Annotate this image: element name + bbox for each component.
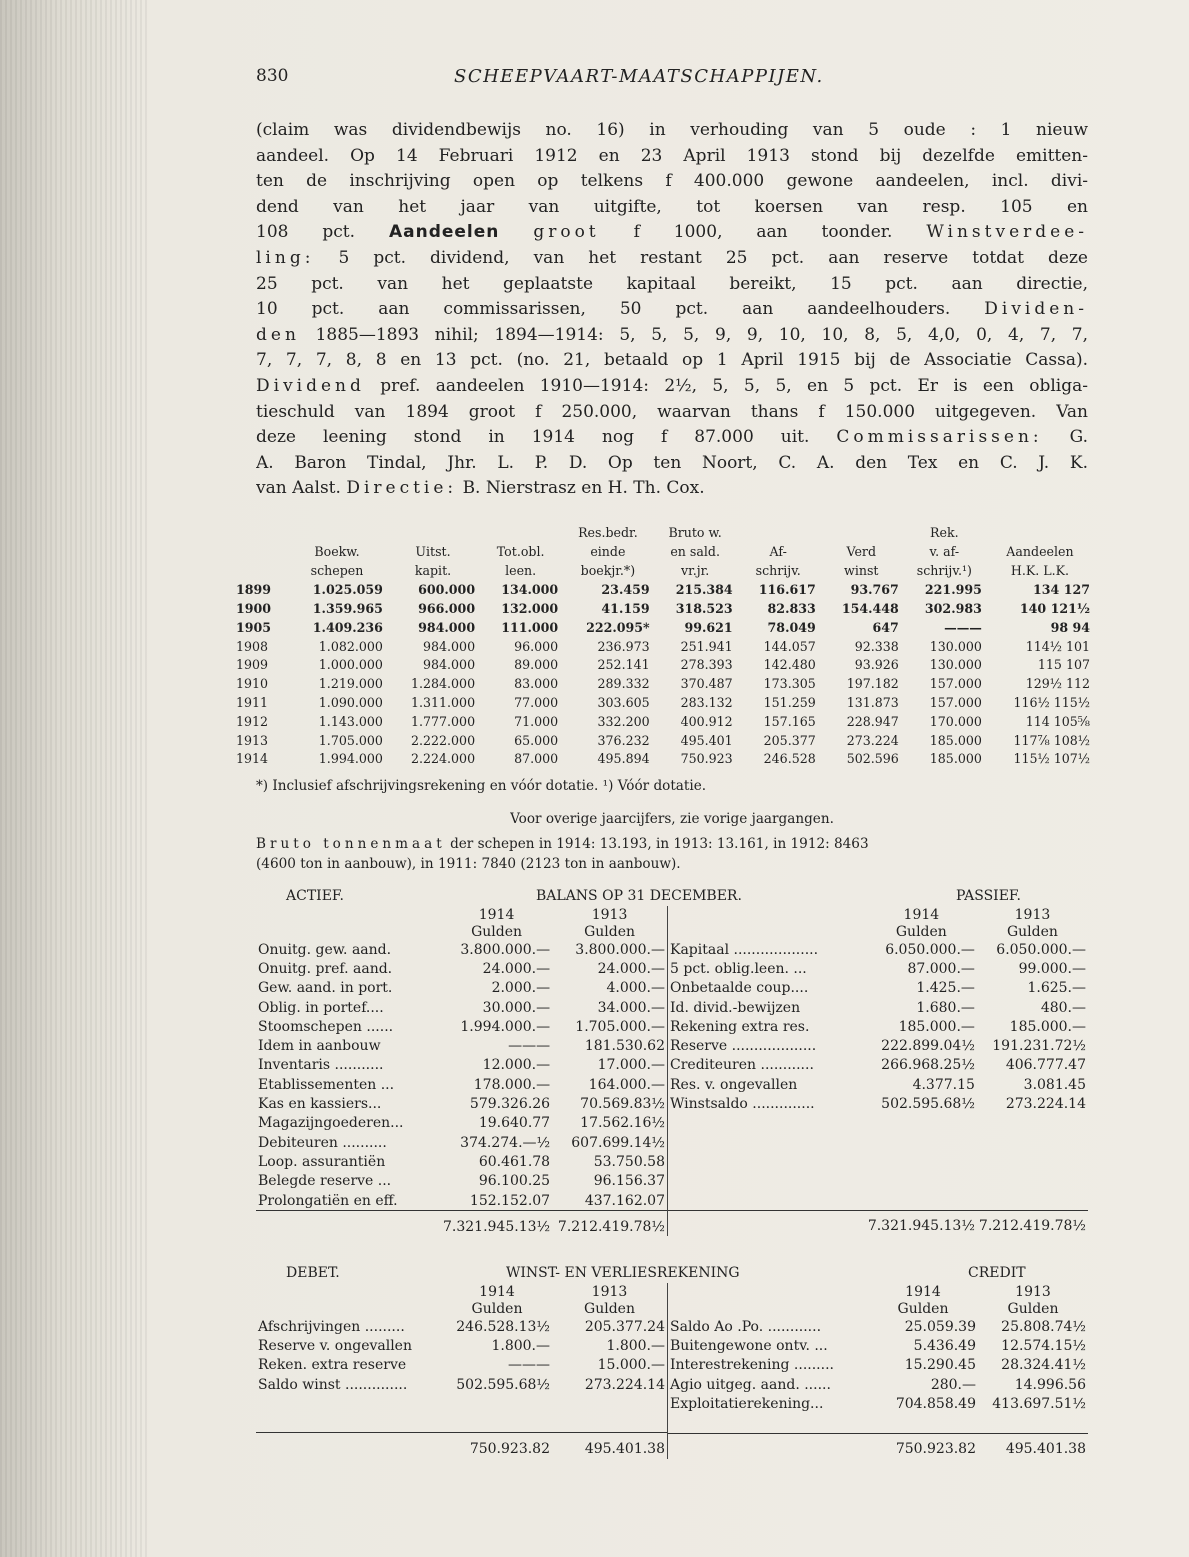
credit-row-amount: 28.324.41½ xyxy=(1001,1357,1086,1374)
stats-cell: 502.596 xyxy=(846,751,899,767)
liability-row-amount: 1.625.— xyxy=(1027,980,1086,997)
asset-row xyxy=(256,1056,667,1075)
liability-row-amount: 480.— xyxy=(1040,999,1086,1016)
stats-cell: 93.767 xyxy=(850,582,899,598)
stats-row xyxy=(232,637,1094,656)
stats-cell: 142.480 xyxy=(763,657,816,673)
debet-row xyxy=(256,1356,667,1375)
liability-row-amount: 99.000.— xyxy=(1018,960,1086,977)
balans-right-title: PASSIEF. xyxy=(956,888,1021,904)
liability-row-amount: 185.000.— xyxy=(898,1018,975,1035)
tonnage-note: Bruto tonnenmaat der schepen in 1914: 13.193, in 1913: 13.161, in 1912: 8463 (4600 ton in aanbouw), in 1911: 7840 (2123 ton in aanbouw). xyxy=(256,836,869,872)
stats-cell: 1.143.000 xyxy=(318,713,383,729)
page-header xyxy=(256,66,1088,92)
heading-aandeelen: Aandeelen xyxy=(388,222,500,243)
stats-cell: 93.926 xyxy=(854,657,899,673)
debet-row-amount: 246.528.13½ xyxy=(456,1318,550,1335)
stats-cell: 647 xyxy=(872,619,899,635)
asset-row-amount: 178.000.— xyxy=(473,1076,551,1093)
stats-cell: 115 107 xyxy=(1037,657,1090,673)
liability-row xyxy=(668,1036,1088,1055)
liability-row-amount: 222.899.04½ xyxy=(881,1038,975,1055)
heading-dividend-pref: Dividend xyxy=(256,375,365,396)
stats-row xyxy=(232,750,1094,769)
text-line: ten de inschrijving open op telkens f 400.000 gewone aandeelen, incl. divi- xyxy=(256,171,1088,192)
credit-row-amount: 25.808.74½ xyxy=(1001,1318,1086,1335)
asset-row-label: Gew. aand. in port. xyxy=(258,980,393,997)
liability-row-amount: 273.224.14 xyxy=(1005,1096,1086,1113)
asset-row xyxy=(256,1152,667,1171)
stats-cell: 157.000 xyxy=(929,676,982,692)
text-line: ling: 5 pct. dividend, van het restant 25 pct. aan reserve totdat deze xyxy=(256,247,1088,268)
liability-row xyxy=(668,1075,1088,1094)
asset-row-amount: 2.000.— xyxy=(491,980,551,997)
stats-header-row-2: Boekw. Uitst. Tot.obl. einde en sald. Af- Verd v. af- Aandeelen xyxy=(314,544,1074,560)
asset-row-amount: 3.800.000.— xyxy=(460,941,551,958)
text-line: den 1885—1893 nihil; 1894—1914: 5, 5, 5, 9, 9, 10, 10, 8, 5, 4,0, 0, 4, 7, 7, xyxy=(256,324,1088,345)
stats-cell: 131.873 xyxy=(846,695,899,711)
profit-loss-account xyxy=(256,1265,1088,1459)
credit-row xyxy=(668,1356,1088,1375)
credit-table: 1914 1913 Gulden Gulden Saldo Ao .Po. ............ 25.059.39 25.808.74½ Buitengewone ontv. ... 5.436.49 12.574.15½ Interestrekening ......... 15.290.45 28.324.41½ Agio uitgeg. aand. ...... 280.— 14.996.56 Exploitatierekening... 704.858.49 413.697.51½ 750.923.82 495.401.38 xyxy=(670,1283,1086,1458)
heading-directie: Directie: xyxy=(346,478,458,499)
stats-cell: 98 94 xyxy=(1050,619,1090,635)
text-line: 25 pct. van het geplaatste kapitaal bereikt, 15 pct. aan directie, xyxy=(256,273,1088,294)
stats-cell: 283.132 xyxy=(680,695,733,711)
balance-sheet xyxy=(256,888,1088,1236)
credit-row-amount: 413.697.51½ xyxy=(992,1395,1086,1412)
stats-cell: 114 105⅝ xyxy=(1025,713,1090,729)
page-number: 830 xyxy=(256,66,289,86)
stats-header-row-1: Res.bedr. Bruto w. Rek. xyxy=(578,525,959,541)
stats-row xyxy=(232,599,1094,618)
spacer-row xyxy=(256,1394,667,1433)
asset-row-label: Kas en kassiers... xyxy=(258,1096,382,1113)
yearly-statistics-table xyxy=(232,524,1094,768)
stats-cell: 115½ 107½ xyxy=(1013,751,1090,767)
asset-row xyxy=(256,998,667,1017)
stats-cell: 400.912 xyxy=(680,713,733,729)
stats-cell: 1.409.236 xyxy=(312,619,383,635)
asset-row-amount: 17.562.16½ xyxy=(580,1115,665,1132)
stats-row xyxy=(232,580,1094,599)
asset-row-amount: 30.000.— xyxy=(482,999,551,1016)
stats-cell: 144.057 xyxy=(763,638,816,654)
asset-row xyxy=(256,1075,667,1094)
text-line: 10 pct. aan commissarissen, 50 pct. aan aandeelhouders. Dividen- xyxy=(256,299,1088,320)
text-line: A. Baron Tindal, Jhr. L. P. D. Op ten Noort, C. A. den Tex en C. J. K. xyxy=(256,452,1088,473)
stats-cell: 1.994.000 xyxy=(318,751,383,767)
asset-row-amount: 1.705.000.— xyxy=(575,1018,665,1035)
stats-cell: 246.528 xyxy=(763,751,816,767)
text-line: dend van het jaar van uitgifte, tot koersen van resp. 105 en xyxy=(256,196,1088,217)
balans-left-title: ACTIEF. xyxy=(286,888,344,904)
credit-row-label: Saldo Ao .Po. ............ xyxy=(670,1318,822,1335)
heading-winstverdeeling: Winstverdee- xyxy=(926,222,1088,243)
debet-row-label: Reserve v. ongevallen xyxy=(258,1337,412,1354)
text-line: van Aalst. Directie: B. Nierstrasz en H. Th. Cox. xyxy=(256,478,705,499)
asset-row-label: Loop. assurantiën xyxy=(258,1153,386,1170)
asset-row-amount: 70.569.83½ xyxy=(580,1096,665,1113)
liabilities-total-row: 7.321.945.13½ 7.212.419.78½ xyxy=(668,1210,1088,1236)
winst-title: WINST- EN VERLIESREKENING xyxy=(506,1265,740,1281)
stats-cell: 750.923 xyxy=(680,751,733,767)
stats-cell: 370.487 xyxy=(680,676,733,692)
credit-row xyxy=(668,1394,1088,1413)
asset-row-label: Oblig. in portef.... xyxy=(258,999,384,1016)
liability-row-label: Rekening extra res. xyxy=(670,1018,810,1035)
debet-row-amount: 1.800.— xyxy=(606,1337,665,1354)
credit-row xyxy=(668,1336,1088,1355)
liability-row xyxy=(668,940,1088,959)
liability-row xyxy=(668,1017,1088,1036)
stats-cell: 302.983 xyxy=(924,601,982,617)
spacer-row xyxy=(668,1114,1088,1211)
liability-row-label: Winstsaldo .............. xyxy=(670,1096,815,1113)
asset-row xyxy=(256,1191,667,1211)
asset-row xyxy=(256,1114,667,1133)
stats-cell: 134.000 xyxy=(501,582,559,598)
stats-cell: 1.000.000 xyxy=(318,657,383,673)
stats-cell: 83.000 xyxy=(514,676,559,692)
asset-row xyxy=(256,959,667,978)
liability-row-amount: 6.050.000.— xyxy=(885,941,975,958)
liabilities-table: 1914 1913 Gulden Gulden Kapitaal ................... 6.050.000.— 6.050.000.— 5 pct. oblig.leen. ... 87.000.— 99.000.— Onbetaalde coup.... 1.425.— 1.625.— Id. divid.-bewijzen 1.680.— 480.— Rekening extra res. 185.000.— 185.000.— Reserve ................... 222.899.04½ 191.231.72½ Crediteuren ............ 266.968.25½ 406.777.47 Res. v. ongevallen 4.377.15 3.081.45 Winstsaldo .............. 502.595.68½ 273.224.14 7.321.945.13½ 7.212.419.78½ xyxy=(670,906,1086,1235)
asset-row xyxy=(256,1094,667,1113)
asset-row xyxy=(256,1017,667,1036)
stats-cell: 117⅞ 108½ xyxy=(1013,732,1090,748)
text-line: (claim was dividendbewijs no. 16) in verhouding van 5 oude : 1 nieuw xyxy=(256,120,1088,140)
liability-row-amount: 6.050.000.— xyxy=(996,941,1086,958)
liability-row-amount: 502.595.68½ xyxy=(881,1096,975,1113)
asset-row-label: Debiteuren .......... xyxy=(258,1134,387,1151)
winst-right-title: CREDIT xyxy=(968,1265,1026,1281)
spacer-row xyxy=(668,1413,1088,1433)
stats-cell: 1.777.000 xyxy=(410,713,476,729)
stats-year: 1913 xyxy=(236,732,269,748)
credit-row-amount: 12.574.15½ xyxy=(1001,1337,1086,1354)
assets-total-row: 7.321.945.13½ 7.212.419.78½ xyxy=(256,1211,667,1237)
asset-row-amount: 19.640.77 xyxy=(478,1115,551,1132)
stats-cell: 87.000 xyxy=(514,751,559,767)
asset-row-label: Prolongatiën en eff. xyxy=(258,1192,398,1209)
asset-row-label: Belegde reserve ... xyxy=(258,1173,392,1190)
text-line: 108 pct. Aandeelen groot f 1000, aan toonder. Winstverdee- xyxy=(256,222,1088,243)
stats-cell: 71.000 xyxy=(514,713,559,729)
stats-year: 1909 xyxy=(236,657,269,673)
stats-cell: 78.049 xyxy=(767,619,816,635)
stats-cell: 82.833 xyxy=(767,601,816,617)
stats-cell: 116½ 115½ xyxy=(1013,695,1090,711)
debet-row-amount: 15.000.— xyxy=(597,1357,665,1374)
asset-row-label: Onuitg. pref. aand. xyxy=(258,960,393,977)
stats-cell: 1.705.000 xyxy=(318,732,383,748)
text-line: aandeel. Op 14 Februari 1912 en 23 April 1913 stond bij dezelfde emitten- xyxy=(256,145,1088,166)
liability-row-amount: 185.000.— xyxy=(1009,1018,1086,1035)
stats-cell: 41.159 xyxy=(601,601,650,617)
stats-cell: 157.165 xyxy=(763,713,816,729)
stats-cell: 332.200 xyxy=(597,713,650,729)
stats-cell: 495.401 xyxy=(680,732,733,748)
company-description xyxy=(256,118,1088,502)
debet-row-amount: 273.224.14 xyxy=(584,1376,665,1393)
stats-cell: 154.448 xyxy=(841,601,899,617)
stats-cell: 151.259 xyxy=(763,695,816,711)
liability-row-label: Res. v. ongevallen xyxy=(670,1076,798,1093)
stats-row xyxy=(232,656,1094,675)
stats-cell: 1.090.000 xyxy=(318,695,383,711)
stats-cell: 376.232 xyxy=(597,732,650,748)
stats-cell: 984.000 xyxy=(423,657,476,673)
asset-row-amount: 579.326.26 xyxy=(469,1096,551,1113)
stats-footnote: *) Inclusief afschrijvingsrekening en vóór dotatie. ¹) Vóór dotatie. xyxy=(256,778,707,794)
stats-header-row-3: schepen kapit. leen. boekjr.*) vr.jr. schrijv. winst schrijv.¹) H.K. L.K. xyxy=(310,562,1070,578)
liability-row-amount: 266.968.25½ xyxy=(881,1057,975,1074)
stats-cell: 318.523 xyxy=(675,601,733,617)
stats-year: 1905 xyxy=(236,619,272,635)
stats-cell: 170.000 xyxy=(929,713,982,729)
credit-total-row: 750.923.82 495.401.38 xyxy=(668,1433,1088,1459)
debet-row-label: Afschrijvingen ......... xyxy=(258,1318,405,1335)
asset-row xyxy=(256,1036,667,1055)
credit-row-amount: 280.— xyxy=(930,1376,976,1393)
asset-row-amount: 96.156.37 xyxy=(593,1173,665,1190)
stats-cell: 2.224.000 xyxy=(410,751,476,767)
asset-row xyxy=(256,1172,667,1191)
book-binding-edge xyxy=(0,0,150,1557)
asset-row xyxy=(256,1133,667,1152)
assets-table: 1914 1913 Gulden Gulden Onuitg. gew. aand. 3.800.000.— 3.800.000.— Onuitg. pref. aand. 24.000.— 24.000.— Gew. aand. in port. 2.000.— 4.000.— Oblig. in portef.... 30.000.— 34.000.— Stoomschepen ...... 1.994.000.— 1.705.000.— Idem in aanbouw ——— 181.530.62 Inventaris ........... 12.000.— 17.000.— Etablissementen ... 178.000.— 164.000.— Kas en kassiers... 579.326.26 70.569.83½ Magazijngoederen... 19.640.77 17.562.16½ Debiteuren .......... 374.274.—½ 607.699.14½ Loop. assurantiën 60.461.78 53.750.58 Belegde reserve ... 96.100.25 96.156.37 Prolongatiën en eff. 152.152.07 437.162.07 7.321.945.13½ 7.212.419.78½ xyxy=(258,906,665,1235)
stats-row xyxy=(232,693,1094,712)
stats-year: 1899 xyxy=(236,582,272,598)
stats-year: 1911 xyxy=(236,695,269,711)
stats-cell: 134 127 xyxy=(1033,582,1090,598)
liability-row-amount: 4.377.15 xyxy=(912,1076,975,1093)
asset-row-amount: 34.000.— xyxy=(597,999,665,1016)
debet-row xyxy=(256,1317,667,1336)
debet-row-amount: 502.595.68½ xyxy=(456,1376,550,1393)
stats-year: 1908 xyxy=(236,638,269,654)
stats-cell: 116.617 xyxy=(758,582,816,598)
stats-cell: ——— xyxy=(944,619,982,635)
debet-row xyxy=(256,1375,667,1394)
liability-row-amount: 3.081.45 xyxy=(1023,1076,1086,1093)
asset-row-label: Idem in aanbouw xyxy=(258,1038,381,1055)
asset-row-amount: 96.100.25 xyxy=(478,1173,551,1190)
stats-year: 1910 xyxy=(236,676,269,692)
asset-row-amount: 17.000.— xyxy=(597,1057,665,1074)
stats-cell: 222.095* xyxy=(586,619,650,635)
stats-row xyxy=(232,731,1094,750)
stats-cell: 1.311.000 xyxy=(410,695,476,711)
stats-cell: 99.621 xyxy=(684,619,733,635)
stats-cell: 600.000 xyxy=(418,582,476,598)
stats-cell: 1.284.000 xyxy=(410,676,476,692)
winst-left-title: DEBET. xyxy=(286,1265,340,1281)
stats-cell: 197.182 xyxy=(846,676,899,692)
stats-cell: 273.224 xyxy=(846,732,899,748)
asset-row-amount: 1.994.000.— xyxy=(460,1018,551,1035)
text-line: deze leening stond in 1914 nog f 87.000 uit. Commissarissen: G. xyxy=(256,427,1088,448)
liability-row-amount: 87.000.— xyxy=(907,960,975,977)
debet-row-amount: 1.800.— xyxy=(491,1337,550,1354)
liability-row-label: Id. divid.-bewijzen xyxy=(670,999,801,1016)
liability-row-amount: 1.425.— xyxy=(916,980,975,997)
debet-row-label: Reken. extra reserve xyxy=(258,1357,407,1374)
stats-row xyxy=(232,674,1094,693)
debet-row xyxy=(256,1336,667,1355)
credit-row xyxy=(668,1375,1088,1394)
debet-row-amount: 205.377.24 xyxy=(584,1318,665,1335)
stats-cell: 173.305 xyxy=(763,676,816,692)
debet-row-label: Saldo winst .............. xyxy=(258,1376,408,1393)
stats-cell: 205.377 xyxy=(763,732,816,748)
asset-row-amount: 53.750.58 xyxy=(593,1153,665,1170)
stats-cell: 111.000 xyxy=(501,619,559,635)
stats-cell: 23.459 xyxy=(601,582,650,598)
credit-row-label: Buitengewone ontv. ... xyxy=(670,1337,828,1354)
asset-row-amount: 24.000.— xyxy=(597,960,665,977)
stats-cell: 185.000 xyxy=(929,732,982,748)
stats-row xyxy=(232,712,1094,731)
asset-row xyxy=(256,940,667,959)
stats-cell: 132.000 xyxy=(501,601,559,617)
stats-cell: 221.995 xyxy=(924,582,982,598)
liability-row-label: Onbetaalde coup.... xyxy=(670,980,809,997)
stats-cell: 251.941 xyxy=(680,638,733,654)
balans-title: BALANS OP 31 DECEMBER. xyxy=(536,888,742,904)
liability-row-amount: 1.680.— xyxy=(916,999,975,1016)
asset-row-label: Magazijngoederen... xyxy=(258,1115,404,1132)
heading-commissarissen: Commissarissen: xyxy=(836,427,1043,448)
liability-row xyxy=(668,1094,1088,1113)
stats-cell: 130.000 xyxy=(929,638,982,654)
asset-row-amount: 164.000.— xyxy=(588,1076,665,1093)
credit-row-amount: 704.858.49 xyxy=(895,1395,976,1412)
asset-row-amount: 4.000.— xyxy=(606,980,665,997)
stats-cell: 252.141 xyxy=(597,657,650,673)
credit-row-amount: 25.059.39 xyxy=(904,1318,976,1335)
stats-cell: 65.000 xyxy=(514,732,559,748)
stats-cell: 157.000 xyxy=(929,695,982,711)
text-line: 7, 7, 7, 8, 8 en 13 pct. (no. 21, betaald op 1 April 1915 bij de Associatie Cassa). xyxy=(256,350,1088,371)
stats-cell: 185.000 xyxy=(929,751,982,767)
asset-row-label: Inventaris ........... xyxy=(258,1057,384,1074)
asset-row-amount: 607.699.14½ xyxy=(571,1134,665,1151)
heading-dividenden: Dividen- xyxy=(984,299,1088,320)
liability-row xyxy=(668,1056,1088,1075)
stats-cell: 495.894 xyxy=(597,751,650,767)
stats-cell: 130.000 xyxy=(929,657,982,673)
liability-row-label: Crediteuren ............ xyxy=(670,1057,814,1074)
debet-table: 1914 1913 Gulden Gulden Afschrijvingen ......... 246.528.13½ 205.377.24 Reserve v. ongevallen 1.800.— 1.800.— Reken. extra reserve ——— 15.000.— Saldo winst .............. 502.595.68½ 273.224.14 750.923.82 495.401.38 xyxy=(258,1283,665,1457)
stats-cell: 1.025.059 xyxy=(312,582,383,598)
credit-row-amount: 5.436.49 xyxy=(913,1337,976,1354)
asset-row-label: Etablissementen ... xyxy=(258,1076,395,1093)
stats-cell: 92.338 xyxy=(854,638,899,654)
credit-row-label: Interestrekening ......... xyxy=(670,1357,834,1374)
credit-row-label: Exploitatierekening... xyxy=(670,1395,824,1412)
liability-row-label: Kapitaal ................... xyxy=(670,941,819,958)
asset-row-amount: 152.152.07 xyxy=(469,1192,551,1209)
stats-cell: 140 121½ xyxy=(1019,601,1090,617)
stats-cell: 2.222.000 xyxy=(410,732,476,748)
stats-cell: 89.000 xyxy=(514,657,559,673)
stats-row xyxy=(232,618,1094,637)
stats-cell: 984.000 xyxy=(423,638,476,654)
text-line: tieschuld van 1894 groot f 250.000, waarvan thans f 150.000 uitgegeven. Van xyxy=(256,401,1088,422)
stats-cell: 984.000 xyxy=(418,619,476,635)
stats-cell: 1.082.000 xyxy=(318,638,383,654)
liability-row xyxy=(668,959,1088,978)
asset-row xyxy=(256,979,667,998)
stats-cell: 303.605 xyxy=(597,695,650,711)
asset-row-amount: 24.000.— xyxy=(482,960,551,977)
liability-row xyxy=(668,979,1088,998)
credit-row-amount: 14.996.56 xyxy=(1014,1376,1086,1393)
credit-row-amount: 15.290.45 xyxy=(904,1357,976,1374)
stats-cell: 96.000 xyxy=(514,638,559,654)
asset-row-label: Onuitg. gew. aand. xyxy=(258,941,392,958)
liability-row xyxy=(668,998,1088,1017)
liability-row-amount: 191.231.72½ xyxy=(992,1038,1086,1055)
running-title: SCHEEPVAART-MAATSCHAPPIJEN. xyxy=(454,66,824,87)
stats-cell: 114½ 101 xyxy=(1025,638,1090,654)
stats-cell: 236.973 xyxy=(597,638,650,654)
stats-cell: 228.947 xyxy=(846,713,899,729)
asset-row-amount: 12.000.— xyxy=(482,1057,551,1074)
stats-cell: 966.000 xyxy=(418,601,476,617)
asset-row-amount: 181.530.62 xyxy=(584,1038,665,1055)
credit-row-label: Agio uitgeg. aand. ...... xyxy=(670,1376,831,1393)
previous-years-note: Voor overige jaarcijfers, zie vorige jaargangen. xyxy=(510,811,834,827)
liability-row-label: Reserve ................... xyxy=(670,1038,817,1055)
debet-row-amount: ——— xyxy=(508,1357,550,1374)
stats-cell: 129½ 112 xyxy=(1025,676,1090,692)
asset-row-amount: 437.162.07 xyxy=(584,1192,665,1209)
stats-cell: 278.393 xyxy=(680,657,733,673)
asset-row-amount: 374.274.—½ xyxy=(460,1134,551,1151)
text-line: Dividend pref. aandeelen 1910—1914: 2½, 5, 5, 5, en 5 pct. Er is een obliga- xyxy=(256,375,1088,396)
stats-year: 1900 xyxy=(236,601,272,617)
asset-row-amount: ——— xyxy=(508,1038,551,1055)
asset-row-label: Stoomschepen ...... xyxy=(258,1018,394,1035)
debet-total-row: 750.923.82 495.401.38 xyxy=(256,1433,667,1459)
credit-row xyxy=(668,1317,1088,1336)
stats-cell: 1.359.965 xyxy=(312,601,383,617)
liability-row-amount: 406.777.47 xyxy=(1005,1057,1086,1074)
stats-year: 1914 xyxy=(236,751,269,767)
asset-row-amount: 3.800.000.— xyxy=(575,941,665,958)
liability-row-label: 5 pct. oblig.leen. ... xyxy=(670,960,807,977)
stats-body xyxy=(232,580,1094,768)
asset-row-amount: 60.461.78 xyxy=(478,1153,551,1170)
stats-cell: 289.332 xyxy=(597,676,650,692)
stats-cell: 77.000 xyxy=(514,695,559,711)
stats-cell: 1.219.000 xyxy=(318,676,383,692)
stats-cell: 215.384 xyxy=(675,582,733,598)
stats-year: 1912 xyxy=(236,713,269,729)
